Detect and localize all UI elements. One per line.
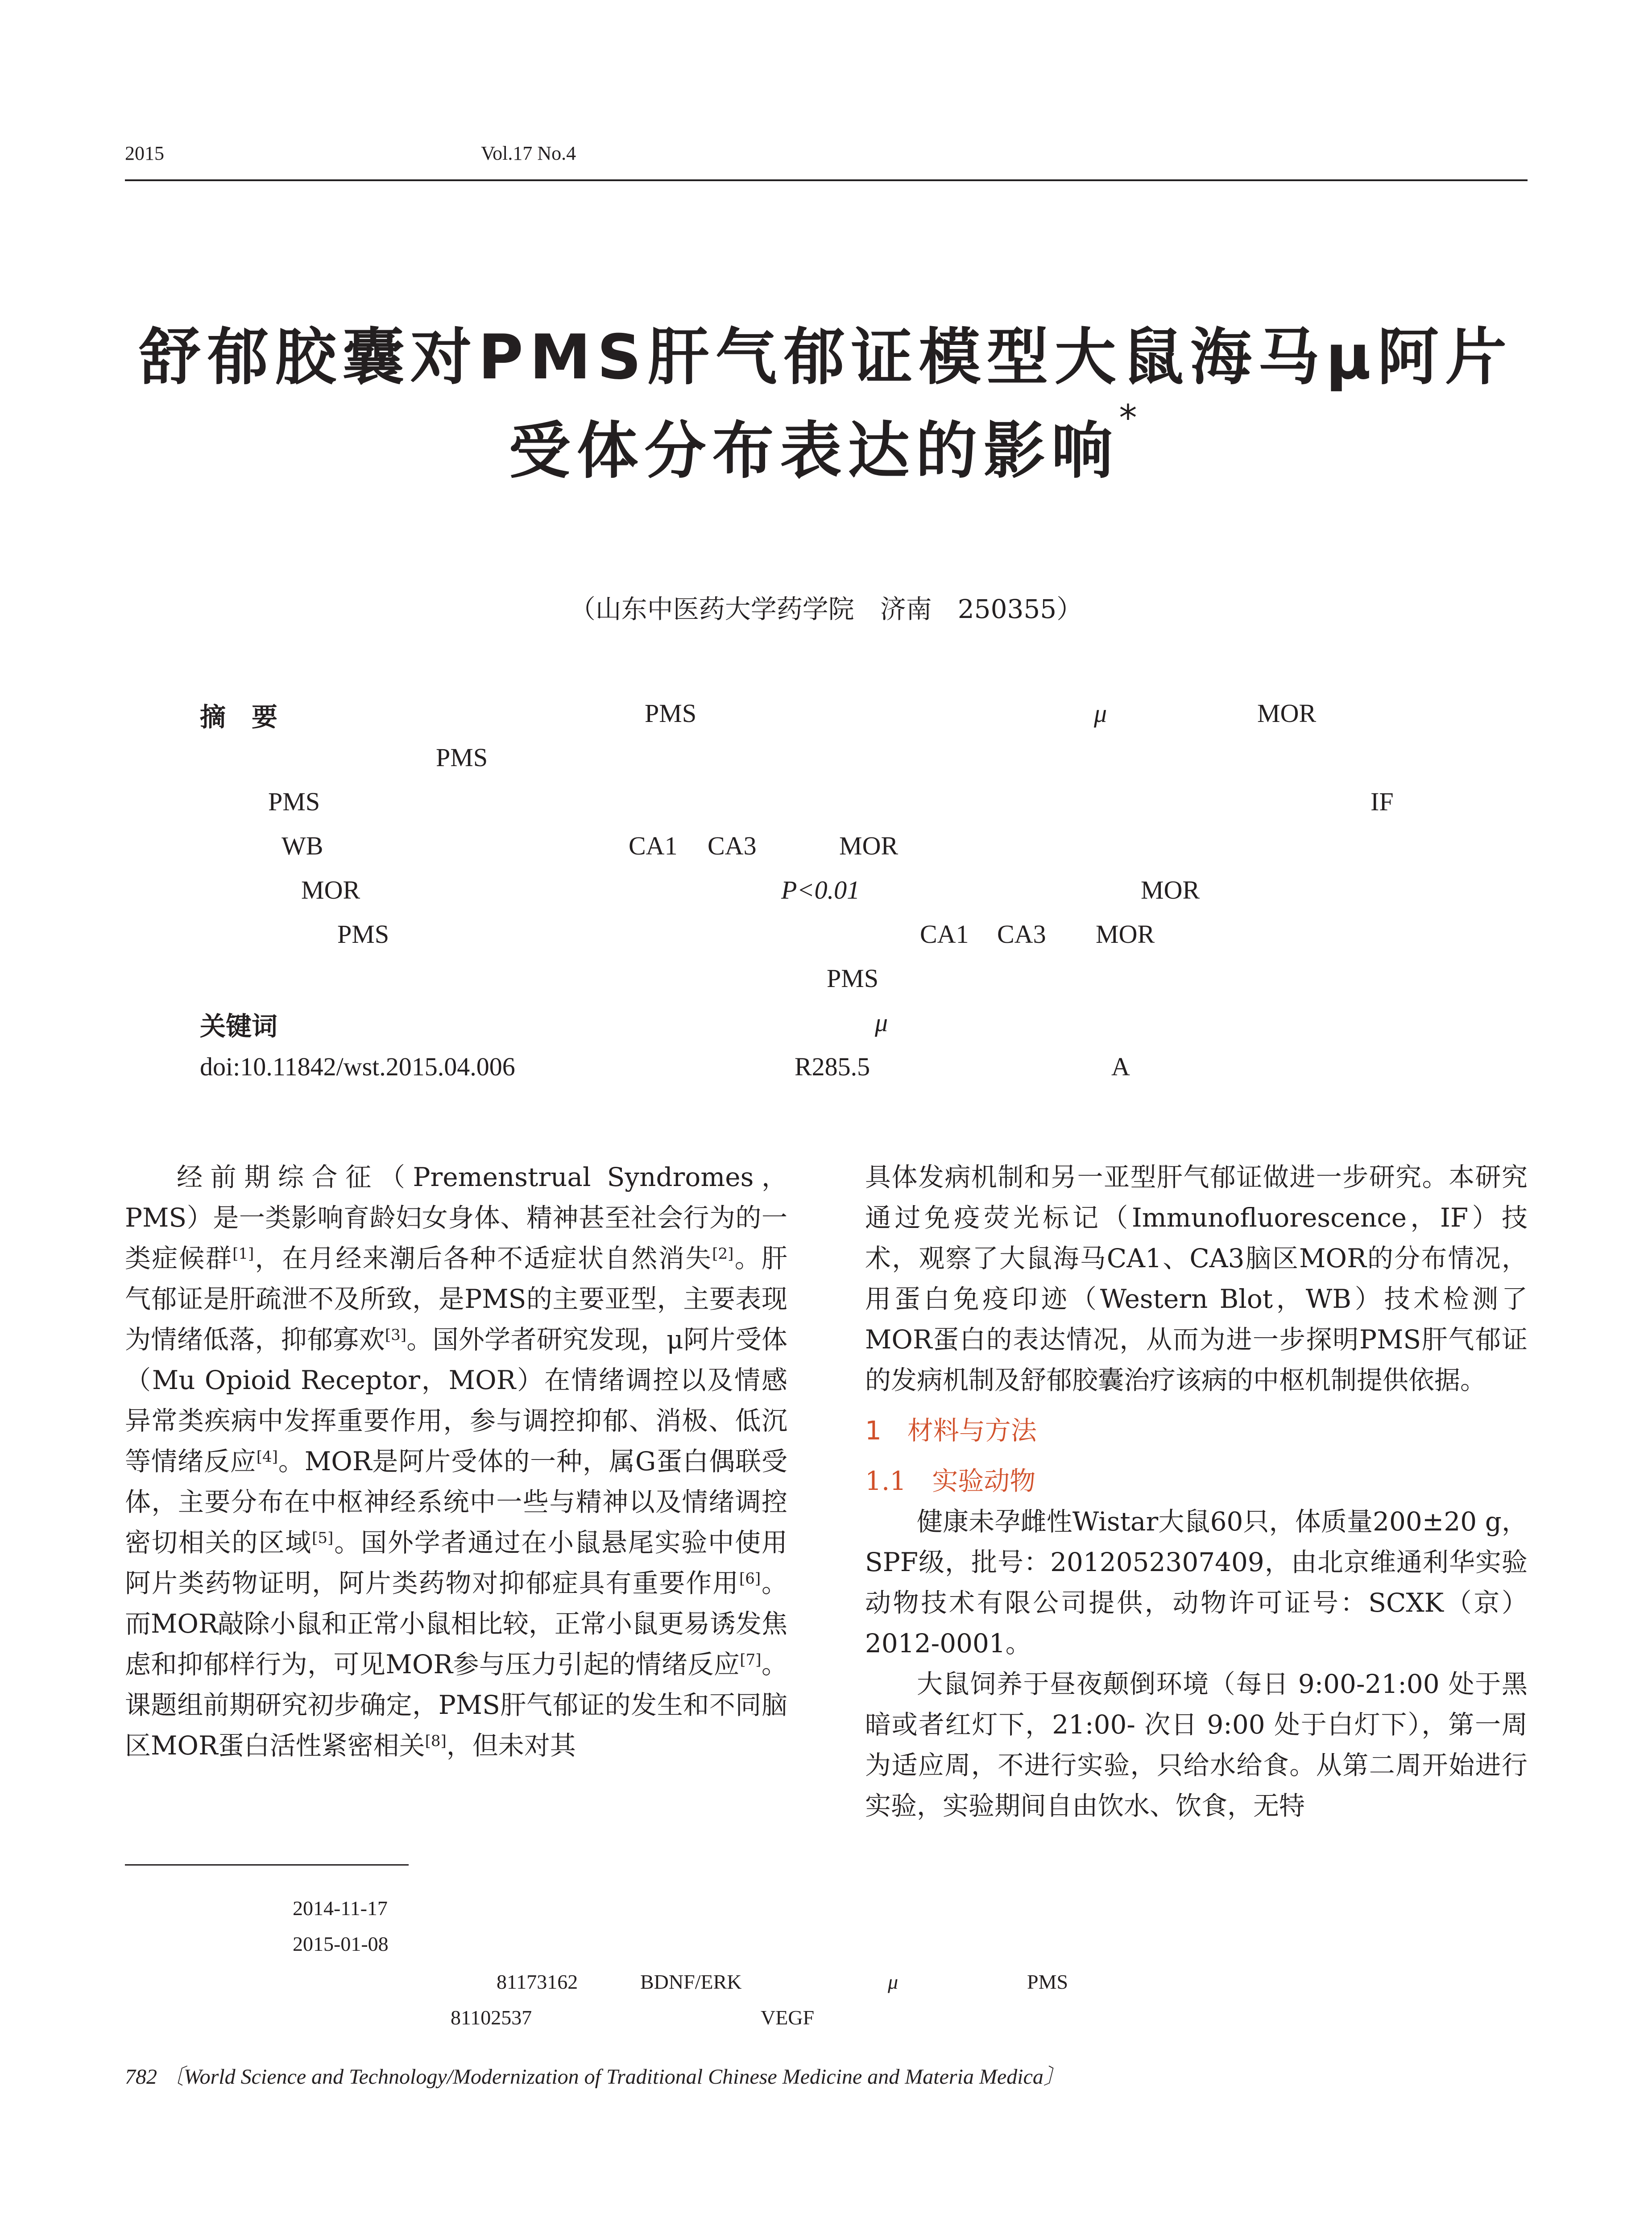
subsection-heading: 1.1 实验动物 bbox=[865, 1466, 1036, 1496]
clc-number: R285.5 bbox=[795, 1052, 870, 1081]
abstract-frag: PMS bbox=[645, 699, 697, 728]
section-heading: 1 材料与方法 bbox=[865, 1415, 1037, 1446]
citation: [4] bbox=[256, 1448, 278, 1466]
text-run: 。国外学者研究发现，μ阿片受体（Mu Opioid Receptor，MOR）在情绪调控以及情感异常类疾病中发挥重要作用，参与调控抑郁、消极、低沉等情绪反应 bbox=[125, 1324, 787, 1476]
abstract-frag: CA1 bbox=[629, 831, 678, 860]
doi: doi:10.11842/wst.2015.04.006 bbox=[200, 1052, 515, 1081]
title-footnote-mark: * bbox=[1119, 397, 1143, 439]
revised-date: 2015-01-08 bbox=[293, 1932, 389, 1955]
title-line-2 bbox=[0, 397, 1652, 490]
citation: [6] bbox=[739, 1570, 761, 1588]
text-run: 。国外学者通过在小鼠悬尾实验中使用阿片类药物证明，阿片类药物对抑郁症具有重要作用 bbox=[125, 1527, 787, 1598]
citation: [1] bbox=[232, 1245, 254, 1263]
citation: [3] bbox=[385, 1326, 407, 1344]
citation: [8] bbox=[425, 1732, 447, 1750]
abstract-frag: PMS bbox=[268, 787, 320, 816]
abstract-frag: μ bbox=[1094, 699, 1107, 728]
abstract-frag: CA3 bbox=[997, 920, 1046, 949]
header-year: 2015 bbox=[125, 142, 164, 164]
right-paragraph: 大鼠饲养于昼夜颠倒环境（每日 9:00-21:00 处于黑暗或者红灯下，21:00- 次日 9:00 处于白灯下），第一周为适应周，不进行实验，只给水给食。从第二周开始进行实验，实验期间自由饮水、饮食，无特 bbox=[865, 1669, 1528, 1821]
citation: [2] bbox=[712, 1245, 734, 1263]
footnote-frag: μ bbox=[888, 1970, 898, 1993]
abstract-frag: WB bbox=[282, 831, 323, 860]
abstract-frag: CA3 bbox=[708, 831, 757, 860]
text-run: 。MOR是阿片受体的一种，属G蛋白偶联受体，主要分布在中枢神经系统中一些与精神以及情绪调控密切相关的区域 bbox=[125, 1446, 787, 1558]
left-paragraph bbox=[125, 1157, 787, 1766]
text-run: ，在月经来潮后各种不适症状自然消失 bbox=[254, 1243, 712, 1273]
footnote-rule bbox=[125, 1864, 409, 1866]
text-run: 。肝气郁证是肝疏泄不及所致，是PMS的主要亚型，主要表现为情绪低落，抑郁寡欢 bbox=[125, 1243, 787, 1355]
header-rule bbox=[125, 179, 1528, 181]
abstract-frag: CA1 bbox=[920, 920, 969, 949]
abstract-frag: PMS bbox=[827, 964, 879, 993]
received-date: 2014-11-17 bbox=[293, 1897, 388, 1920]
abstract-label: 摘 要 bbox=[200, 702, 278, 732]
header-volume: Vol.17 No.4 bbox=[481, 142, 576, 164]
abstract-frag: MOR bbox=[839, 831, 898, 860]
abstract-frag: PMS bbox=[337, 920, 389, 949]
right-paragraph: 健康未孕雌性Wistar大鼠60只，体质量200±20 g，SPF级，批号：2012052307409，由北京维通利华实验动物技术有限公司提供，动物许可证号：SCXK（京）2012-0001。 bbox=[865, 1506, 1528, 1659]
document-code: A bbox=[1111, 1052, 1130, 1081]
right-column bbox=[865, 1157, 1528, 1826]
abstract-frag: PMS bbox=[436, 743, 488, 772]
page-footer: 782 〔World Science and Technology/Modernization of Traditional Chinese Medicine and Materia Medica〕 bbox=[125, 2065, 1065, 2089]
keywords-mu: μ bbox=[875, 1008, 888, 1037]
abstract-frag: MOR bbox=[1141, 875, 1200, 904]
footnote-frag: 81173162 bbox=[497, 1970, 578, 1993]
title-line-2-text: 受体分布表达的影响 bbox=[509, 415, 1119, 487]
affiliation: （山东中医药大学药学院 济南 250355） bbox=[569, 594, 1083, 624]
abstract-frag: MOR bbox=[1257, 699, 1317, 728]
citation: [7] bbox=[740, 1651, 762, 1669]
keywords-label: 关键词 bbox=[200, 1011, 278, 1041]
abstract-frag: IF bbox=[1370, 787, 1394, 816]
text-run: 。而MOR敲除小鼠和正常小鼠相比较，正常小鼠更易诱发焦虑和抑郁样行为，可见MOR参与压力引起的情绪反应 bbox=[125, 1568, 787, 1679]
footnote-frag: PMS bbox=[1027, 1970, 1068, 1993]
citation: [5] bbox=[312, 1529, 334, 1547]
abstract-frag: P<0.01 bbox=[781, 875, 860, 904]
right-paragraph: 具体发病机制和另一亚型肝气郁证做进一步研究。本研究通过免疫荧光标记（Immunofluorescence，IF）技术，观察了大鼠海马CA1、CA3脑区MOR的分布情况，用蛋白免疫印迹（Western Blot，WB）技术检测了MOR蛋白的表达情况，从而为进一步探明PMS肝气郁证的发病机制及舒郁胶囊治疗该病的中枢机制提供依据。 bbox=[865, 1162, 1528, 1395]
abstract-frag: MOR bbox=[1096, 920, 1155, 949]
abstract-frag: MOR bbox=[301, 875, 360, 904]
footnote-frag: VEGF bbox=[761, 2006, 815, 2029]
footnote-frag: BDNF/ERK bbox=[640, 1970, 742, 1993]
text-run: 。课题组前期研究初步确定，PMS肝气郁证的发生和不同脑区MOR蛋白活性紧密相关 bbox=[125, 1649, 787, 1761]
title-line-1: 舒郁胶囊对PMS肝气郁证模型大鼠海马μ阿片 bbox=[139, 321, 1513, 393]
text-run: 经前期综合征（Premenstrual Syndromes，PMS）是一类影响育龄妇女身体、精神甚至社会行为的一类症候群 bbox=[125, 1162, 787, 1273]
left-column bbox=[125, 1157, 787, 1766]
text-run: ，但未对其 bbox=[446, 1730, 576, 1761]
footnote-frag: 81102537 bbox=[451, 2006, 532, 2029]
